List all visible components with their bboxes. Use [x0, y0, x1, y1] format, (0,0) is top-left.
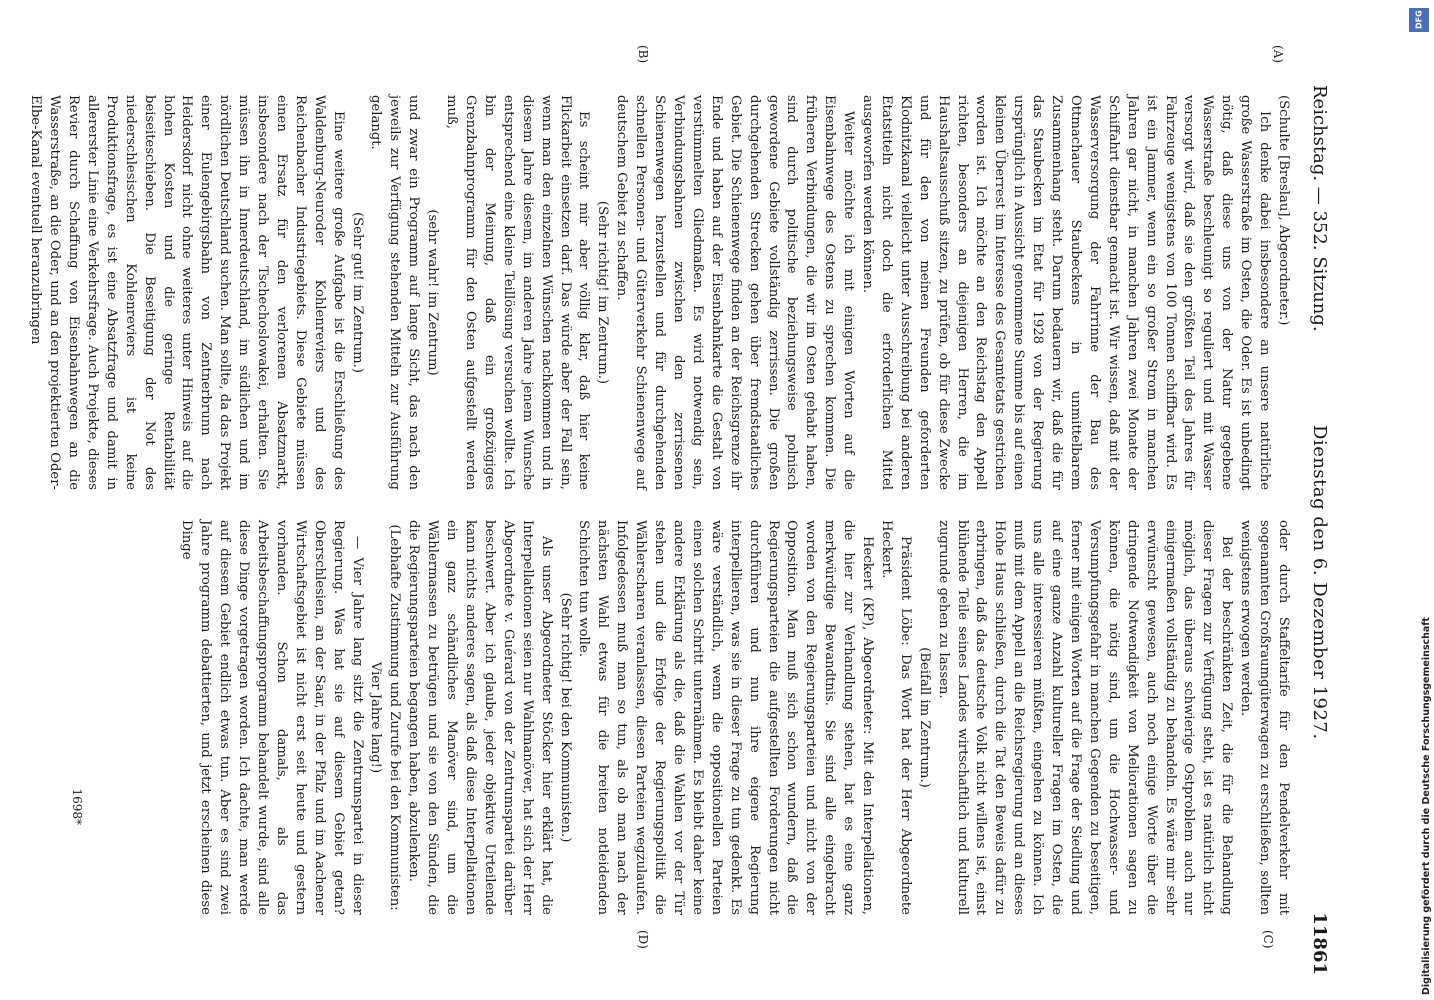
signature-mark: 1698*	[70, 788, 84, 825]
scanned-page	[10, 0, 1340, 995]
paragraph: Bei der beschränkten Zeit, die für die Behandlung dieser Fragen zur Verfügung steht, ist es natürlich nicht möglich, das überaus schwierige Ostproblem auch nur einigermaßen vollständig zu behandeln. Es wäre mir sehr erwünscht gewesen, auch noch einige Worte über die dringende Notwendigkeit von Meliorationen sagen zu können, die nötig sind, um die Hochwasser- und Versumpfungsgefahr in manchen Gegenden zu beseitigen, ferner mit einigen Worten auf die Frage der Siedlung und auf eine ganze Anzahl kultureller Fragen im Osten, die uns alle interessieren müßten, eingehen zu können. Ich muß mit dem Appell an die Reichsregierung und an dieses Hohe Haus schließen, durch die Tat den Beweis dafür zu erbringen, daß das deutsche Volk nicht willens ist, einst blühende Teile seines Landes wirtschaftlich und kulturell zugrunde gehen zu lassen.	[935, 520, 1235, 915]
paragraph: Ich denke dabei insbesondere an unsere natürliche große Wasserstraße im Osten, die Oder. Es ist unbedingt nötig, daß diese uns von der Natur gegebene Wasserstraße beschleunigt so reguliert und mit Wasser versorgt wird, daß sie den größten Teil des Jahres für Fahrzeuge wenigstens von 100 Tonnen schiffbar wird. Es ist ein Jammer, wenn ein so großer Strom in manchen Jahren gar nicht, in manchen Jahren zwei Monate der Schiffahrt dienstbar gemacht ist. Wir wissen, daß mit der Wasserversorgung der Fahrrinne der Bau des Ottmachauer Staubeckens in unmittelbarem Zusammenhang steht. Darum bedauern wir, daß die für das Staubecken im Etat für 1928 von der Regierung ursprünglich in Aussicht genommene Summe bis auf einen kleinen Überrest im Interesse des Gesamtetats gestrichen worden ist. Ich möchte an den Reichstag den Appell richten, besonders an diejenigen Herren, die im Haushaltsausschuß sitzen, zu prüfen, ob für diese Zwecke und für den von meinen Freunden geforderten Klodnitzkanal vielleicht unter Ausschreibung bei anderen Etatstiteln nicht doch die erforderlichen Mittel ausgeworfen werden können.	[860, 95, 1273, 490]
digitization-credit	[1405, 0, 1434, 1000]
dfg-logo: DFG	[1409, 8, 1429, 32]
paragraph: — Vier Jahre lang sitzt die Zentrumspartei in dieser Regierung. Was hat sie auf diesem Gebiet getan? Oberschlesien, an der Saar, in der Pfalz und im Aachener Wirtschaftsgebiet ist nicht erst seit heute und gestern vorhanden. Schon damals, als das Arbeitsbeschaffungsprogramm behandelt wurde, sind alle diese Dinge vorgetragen worden. Ich dachte, man werde auf diesem Gebiet endlich etwas tun. Aber es sind zwei Jahre programm debattierten, und jetzt erscheinen diese Dinge	[179, 520, 365, 915]
right-column	[177, 520, 1292, 915]
interjection: (Beifall im Zentrum.)	[916, 647, 932, 788]
header-center: Dienstag den 6. Dezember 1927.	[1309, 425, 1330, 740]
speaker-continuation: (Schulte [Breslau], Abgeordneter.)	[1276, 95, 1291, 326]
speaker-announcement: Präsident Löbe: Das Wort hat der Herr Abgeordnete Heckert.	[878, 520, 913, 915]
left-column	[25, 95, 1292, 490]
paragraph: oder durch Staffeltarife für den Pendelverkehr mit sogenannten Großraumgüterwagen zu erschließen, sollten wenigstens erwogen werden.	[1238, 520, 1291, 915]
credit-text: Digitalisierung gefördert durch die Deutsche Forschungsgemeinschaft	[1421, 617, 1432, 995]
header-left: Reichstag. — 352. Sitzung.	[1309, 85, 1330, 332]
paragraph: Es scheint mir aber völlig klar, daß hier keine Flickarbeit einsetzen darf. Das würde aber der Fall sein, wenn man den einzelnen Wünschen nachkommen und in diesem Jahre diesem, im anderen Jahre jenem Wunsche entsprechend eine kleine Teillösung versuchen wollte. Ich bin der Meinung, daß ein großzügiges Grenzbahnprogramm für den Osten aufgestellt werden muß,	[444, 95, 592, 490]
paragraph: und zwar ein Programm auf lange Sicht, das nach den jeweils zur Verfügung stehenden Mitteln zur Ausführung gelangt.	[368, 95, 422, 490]
interjection: (Sehr gut! im Zentrum.)	[349, 211, 365, 373]
margin-marker-d: (D)	[636, 930, 650, 949]
paragraph: Eine weitere große Aufgabe ist die Erschließung des Waldenburg-Neuroder Kohlenreviers und des Reichenbacher Industriegebiets. Diese Gebiete müssen einen Ersatz für den verlorenen Absatzmarkt, insbesondere nach der Tschechoslowakei, erhalten. Sie müssen ihn in Innerdeutschland, im südlichen und im nördlichen Deutschland suchen. Man sollte, da das Projekt einer Eulengebirgsbahn von Zentnerbrunn nach Heidersdorf nicht ohne weiteres unter Hinweis auf die hohen Kosten und die geringe Rentabilität beiseiteschieben. Die Beseitigung der Not des niederschlesischen Kohlenreviers ist keine Produktionsfrage, es ist eine Absatzfrage und damit in allererster Linie eine Verkehrsfrage. Auch Projekte, dieses Revier durch Schaffung von Eisenbahnwegen an die Wasserstraße, an die Oder, und an den projektierten Oder-Elbe-Kanal eventuell heranzubringen	[28, 95, 346, 490]
margin-marker-b: (B)	[636, 45, 650, 64]
running-header	[1300, 0, 1330, 995]
interjection: (Sehr richtig! im Zentrum.)	[595, 200, 611, 385]
interjection: (Lebhafte Zustimmung und Zurufe bei den Kommunisten: Vier Jahre lang!)	[368, 524, 403, 911]
paragraph: Weiter möchte ich mit einigen Worten auf die Eisenbahnwege des Ostens zu sprechen kommen. Die früheren Verbindungen, die wir im Osten gehabt haben, sind durch politische beziehungsweise polnisch gewordene Gebiete vollständig zerrissen. Die großen durchgehenden Strecken gehen über fremdstaatliches Gebiet. Die Schienenwege finden an der Reichsgrenze ihr Ende und haben auf der Eisenbahnkarte die Gestalt von verstümmelten Gliedmaßen. Es wird notwendig sein, Verbindungsbahnen zwischen den zerrissenen Schienenwegen herzustellen und für durchgehenden schnellen Personen- und Güterverkehr Schienenwege auf deutschem Gebiet zu schaffen.	[614, 95, 857, 490]
page-number: 11861	[1309, 912, 1330, 975]
interjection: (sehr wahr! im Zentrum)	[425, 209, 441, 376]
margin-marker-c: (C)	[1261, 930, 1275, 949]
paragraph: Als unser Abgeordneter Stöcker hier erklärt hat, die Interpellationen seien nur Wahlmanöver, hat sich der Herr Abgeordnete v. Guérard von der Zentrumspartei darüber beschwert. Aber ich glaube, jeder objektive Urteilende kann nichts anderes sagen, als daß diese Interpellationen ein ganz schändliches Manöver sind, um die Wählermassen zu betrügen und sie von den Sünden, die die Regierungsparteien begangen haben, abzulenken.	[406, 520, 554, 915]
margin-marker-a: (A)	[1271, 45, 1285, 64]
paragraph: Heckert (KP), Abgeordneter: Mit den Interpellationen, die hier zur Verhandlung stehen, hat es eine ganz merkwürdige Bewandtnis. Sie sind alle eingebracht worden von den Regierungsparteien und nicht von der Opposition. Man muß sich schon wundern, daß die Regierungsparteien die aufgestellten Forderungen nicht durchführen und nun ihre eigene Regierung interpellieren, was sie in dieser Frage zu tun gedenkt. Es wäre verständlich, wenn die oppositionellen Parteien einen solchen Schritt unternähmen. Es bleibt daher keine andere Erklärung als die, daß die Wahlen vor der Tür stehen und die Erfolge der Regierungspolitik die Wählerscharen veranlassen, diesen Parteien wegzulaufen. Infolgedessen muß man so tun, als ob man nach der nächsten Wahl etwas für die breiten notleidenden Schichten tun wolle.	[576, 520, 876, 915]
interjection: (Sehr richtig! bei den Kommunisten.)	[557, 592, 573, 843]
